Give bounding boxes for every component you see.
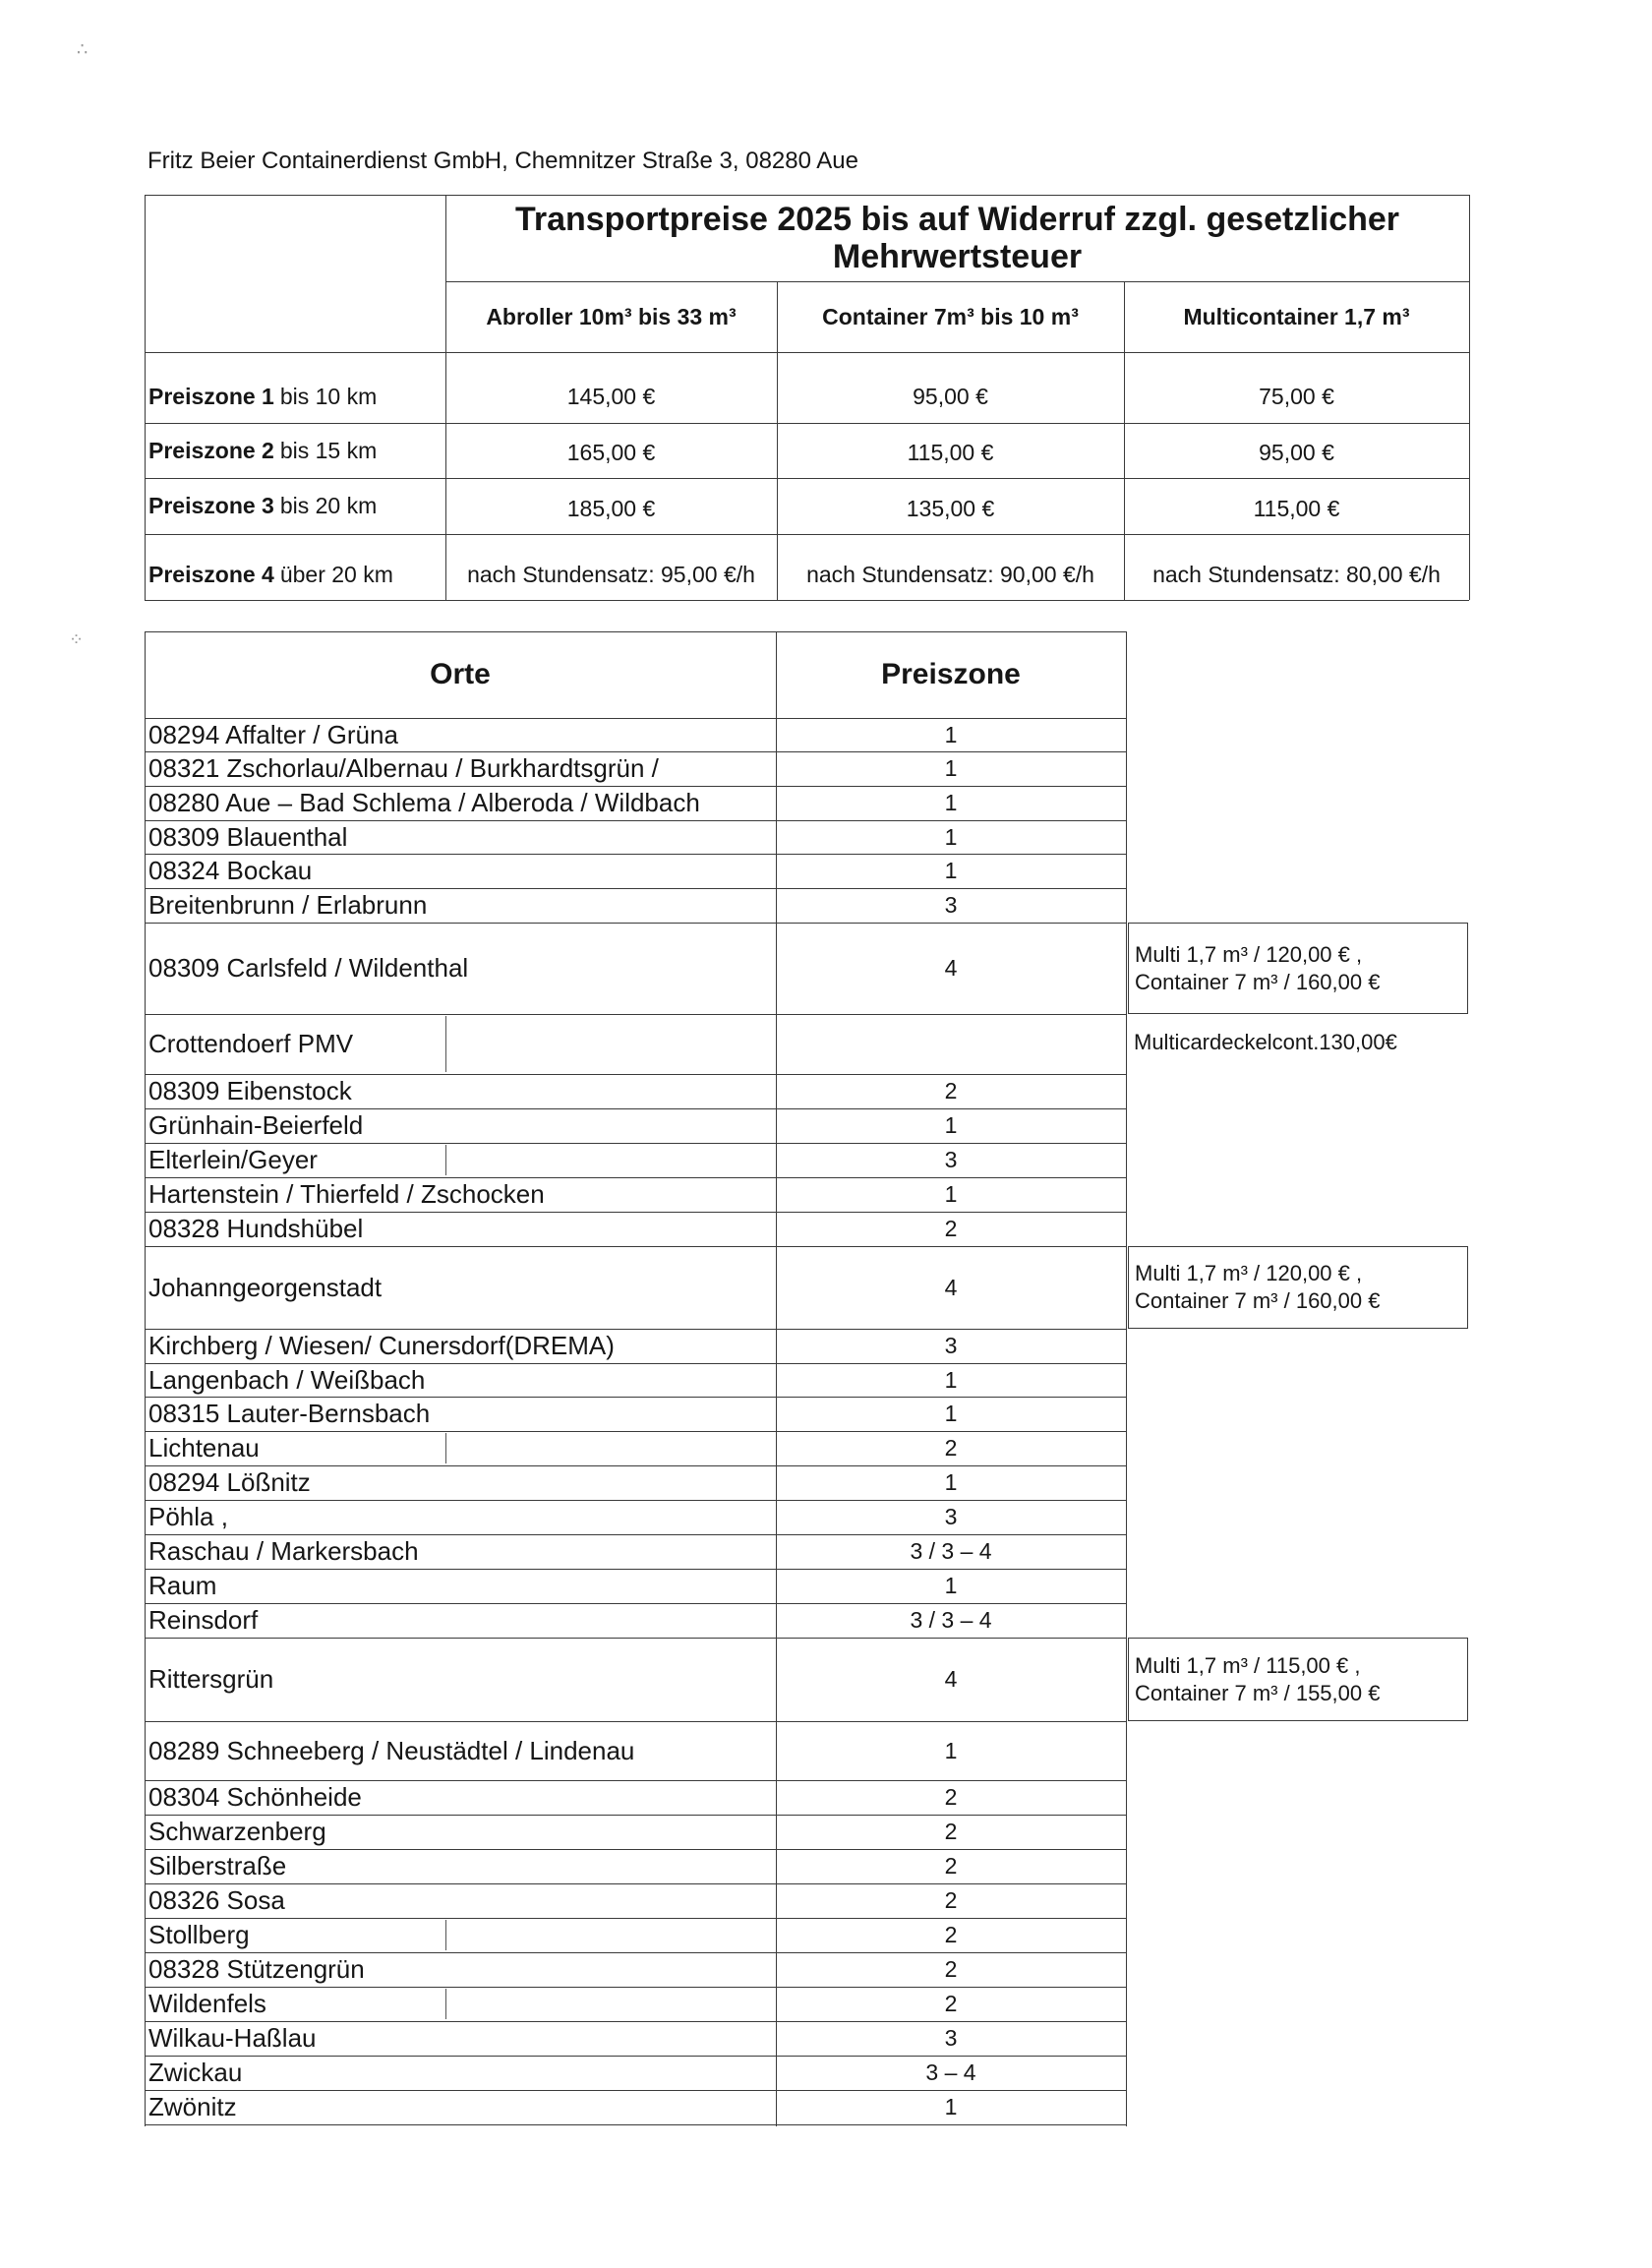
location-name: Wildenfels — [148, 1989, 266, 2018]
location-zone: 2 — [944, 1853, 958, 1879]
location-zone: 3 — [944, 892, 958, 918]
location-zone: 1 — [944, 1737, 958, 1763]
location-name: Reinsdorf — [148, 1605, 259, 1635]
col-preiszone: Preiszone — [881, 658, 1021, 690]
price-cell: nach Stundensatz: 95,00 €/h — [467, 561, 755, 587]
location-zone: 3 — [944, 1504, 958, 1529]
zone-label: Preiszone 4 über 20 km — [148, 561, 393, 587]
location-zone: 4 — [944, 955, 958, 981]
price-cell: 185,00 € — [566, 496, 656, 521]
location-zone: 3 — [944, 1333, 958, 1358]
price-note-container: Container 7 m³ / 160,00 € — [1135, 969, 1381, 994]
location-name: 08304 Schönheide — [148, 1782, 362, 1812]
location-zone: 1 — [944, 755, 958, 781]
location-name: Zwönitz — [148, 2092, 237, 2121]
location-name: 08309 Blauenthal — [148, 821, 348, 852]
location-zone: 3 / 3 – 4 — [910, 1607, 992, 1633]
zone-label: Preiszone 3 bis 20 km — [148, 493, 378, 518]
location-zone: 4 — [944, 1274, 958, 1300]
location-name: Kirchberg / Wiesen/ Cunersdorf(DREMA) — [148, 1331, 615, 1360]
location-name: Raschau / Markersbach — [148, 1536, 419, 1566]
location-name: Schwarzenberg — [148, 1817, 326, 1846]
col-orte: Orte — [430, 658, 491, 690]
col-abroller: Abroller 10m³ bis 33 m³ — [486, 303, 737, 329]
location-name: Pöhla , — [148, 1502, 228, 1531]
location-name: Hartenstein / Thierfeld / Zschocken — [148, 1179, 545, 1209]
location-zone: 1 — [944, 2094, 958, 2119]
cell-divider — [445, 1016, 446, 1072]
zone-label: Preiszone 1 bis 10 km — [148, 383, 378, 409]
location-zone: 2 — [944, 1956, 958, 1982]
price-note — [1128, 1638, 1468, 1721]
location-zone: 2 — [944, 1991, 958, 2016]
location-name: 08294 Affalter / Grüna — [148, 719, 398, 749]
location-zone: 3 — [944, 2025, 958, 2051]
price-note-multi: Multi 1,7 m³ / 120,00 € , — [1135, 1261, 1363, 1285]
location-name: Elterlein/Geyer — [148, 1145, 318, 1174]
location-name: 08309 Eibenstock — [148, 1076, 352, 1105]
location-zone — [776, 1014, 1126, 1074]
price-note-container: Container 7 m³ / 160,00 € — [1135, 1288, 1381, 1313]
location-zone: 1 — [944, 823, 958, 850]
location-name: Johanngeorgenstadt — [148, 1272, 383, 1302]
location-name: 08328 Stützengrün — [148, 1954, 365, 1984]
company-header: Fritz Beier Containerdienst GmbH, Chemnitzer Straße 3, 08280 Aue — [148, 148, 858, 174]
title-line-1: Transportpreise 2025 bis auf Widerruf zzgl. gesetzlicher — [514, 201, 1400, 238]
zone-label: Preiszone 2 bis 15 km — [148, 437, 378, 463]
location-name: Crottendoerf PMV — [148, 1029, 354, 1058]
location-name: Grünhain-Beierfeld — [148, 1110, 364, 1140]
price-cell: nach Stundensatz: 80,00 €/h — [1152, 561, 1441, 587]
price-note-container: Container 7 m³ / 155,00 € — [1135, 1680, 1381, 1705]
price-note-multi: Multi 1,7 m³ / 120,00 € , — [1135, 941, 1363, 967]
col-multicontainer: Multicontainer 1,7 m³ — [1183, 303, 1410, 329]
title-line-2: Mehrwertsteuer — [832, 238, 1083, 275]
location-zone: 4 — [944, 1666, 958, 1692]
location-name: Wilkau-Haßlau — [148, 2023, 317, 2053]
price-note: Multicardeckelcont.130,00€ — [1134, 1030, 1397, 1054]
price-cell: nach Stundensatz: 90,00 €/h — [806, 561, 1094, 587]
location-zone: 2 — [944, 1078, 958, 1104]
price-cell: 95,00 € — [1259, 439, 1334, 465]
location-zone: 1 — [944, 1401, 958, 1426]
price-cell: 75,00 € — [1259, 383, 1334, 409]
location-name: 08289 Schneeberg / Neustädtel / Lindenau — [148, 1735, 635, 1765]
location-zone: 2 — [944, 1784, 958, 1810]
location-zone: 1 — [944, 1469, 958, 1495]
location-name: 08294 Lößnitz — [148, 1467, 311, 1497]
location-name: Lichtenau — [148, 1433, 260, 1462]
location-zone: 2 — [944, 1819, 958, 1844]
location-zone: 1 — [944, 1573, 958, 1598]
location-name: 08328 Hundshübel — [148, 1214, 364, 1243]
locations-table — [145, 631, 1397, 2126]
price-table-title — [445, 195, 1469, 281]
col-container: Container 7m³ bis 10 m³ — [822, 303, 1079, 329]
location-zone: 3 – 4 — [925, 2059, 976, 2085]
location-name: Zwickau — [148, 2058, 243, 2087]
price-table — [145, 195, 1469, 600]
location-name: 08326 Sosa — [148, 1885, 285, 1915]
cell-divider — [445, 1433, 446, 1463]
location-name: Raum — [148, 1571, 217, 1600]
location-zone: 1 — [944, 1366, 958, 1393]
location-name: 08280 Aue – Bad Schlema / Alberoda / Wildbach — [148, 788, 700, 817]
price-cell: 145,00 € — [566, 383, 656, 409]
price-note — [1128, 1246, 1468, 1329]
location-zone: 1 — [944, 1112, 958, 1138]
location-name: 08324 Bockau — [148, 856, 313, 885]
location-zone: 2 — [944, 1435, 958, 1461]
price-note-multi: Multi 1,7 m³ / 115,00 € , — [1135, 1652, 1361, 1678]
price-note — [1128, 923, 1468, 1014]
location-zone: 1 — [944, 721, 958, 747]
price-cell: 115,00 € — [1253, 496, 1340, 521]
location-zone: 2 — [944, 1216, 958, 1241]
price-cell: 135,00 € — [906, 496, 995, 521]
location-name: Breitenbrunn / Erlabrunn — [148, 890, 428, 920]
location-name: Rittersgrün — [148, 1664, 274, 1694]
cell-divider — [445, 1989, 446, 2019]
location-name: Silberstraße — [148, 1851, 287, 1880]
cell-divider — [445, 1920, 446, 1950]
location-name: Langenbach / Weißbach — [148, 1364, 426, 1395]
location-zone: 2 — [944, 1887, 958, 1913]
price-cell: 95,00 € — [913, 383, 988, 409]
location-zone: 1 — [944, 790, 958, 815]
location-name: 08321 Zschorlau/Albernau / Burkhardtsgrün / — [148, 753, 659, 783]
location-zone: 3 / 3 – 4 — [910, 1538, 992, 1564]
scan-speck: ⁘ — [69, 629, 85, 649]
location-zone: 1 — [944, 1181, 958, 1207]
location-name: 08315 Lauter-Bernsbach — [148, 1399, 431, 1428]
location-name: Stollberg — [148, 1920, 250, 1949]
location-zone: 1 — [944, 858, 958, 883]
price-cell: 165,00 € — [566, 439, 656, 465]
location-zone: 3 — [944, 1147, 958, 1172]
location-zone: 2 — [944, 1922, 958, 1947]
price-cell: 115,00 € — [907, 439, 994, 465]
location-name: 08309 Carlsfeld / Wildenthal — [148, 953, 469, 983]
cell-divider — [445, 1145, 446, 1175]
scan-speck: ∴ — [77, 39, 88, 59]
